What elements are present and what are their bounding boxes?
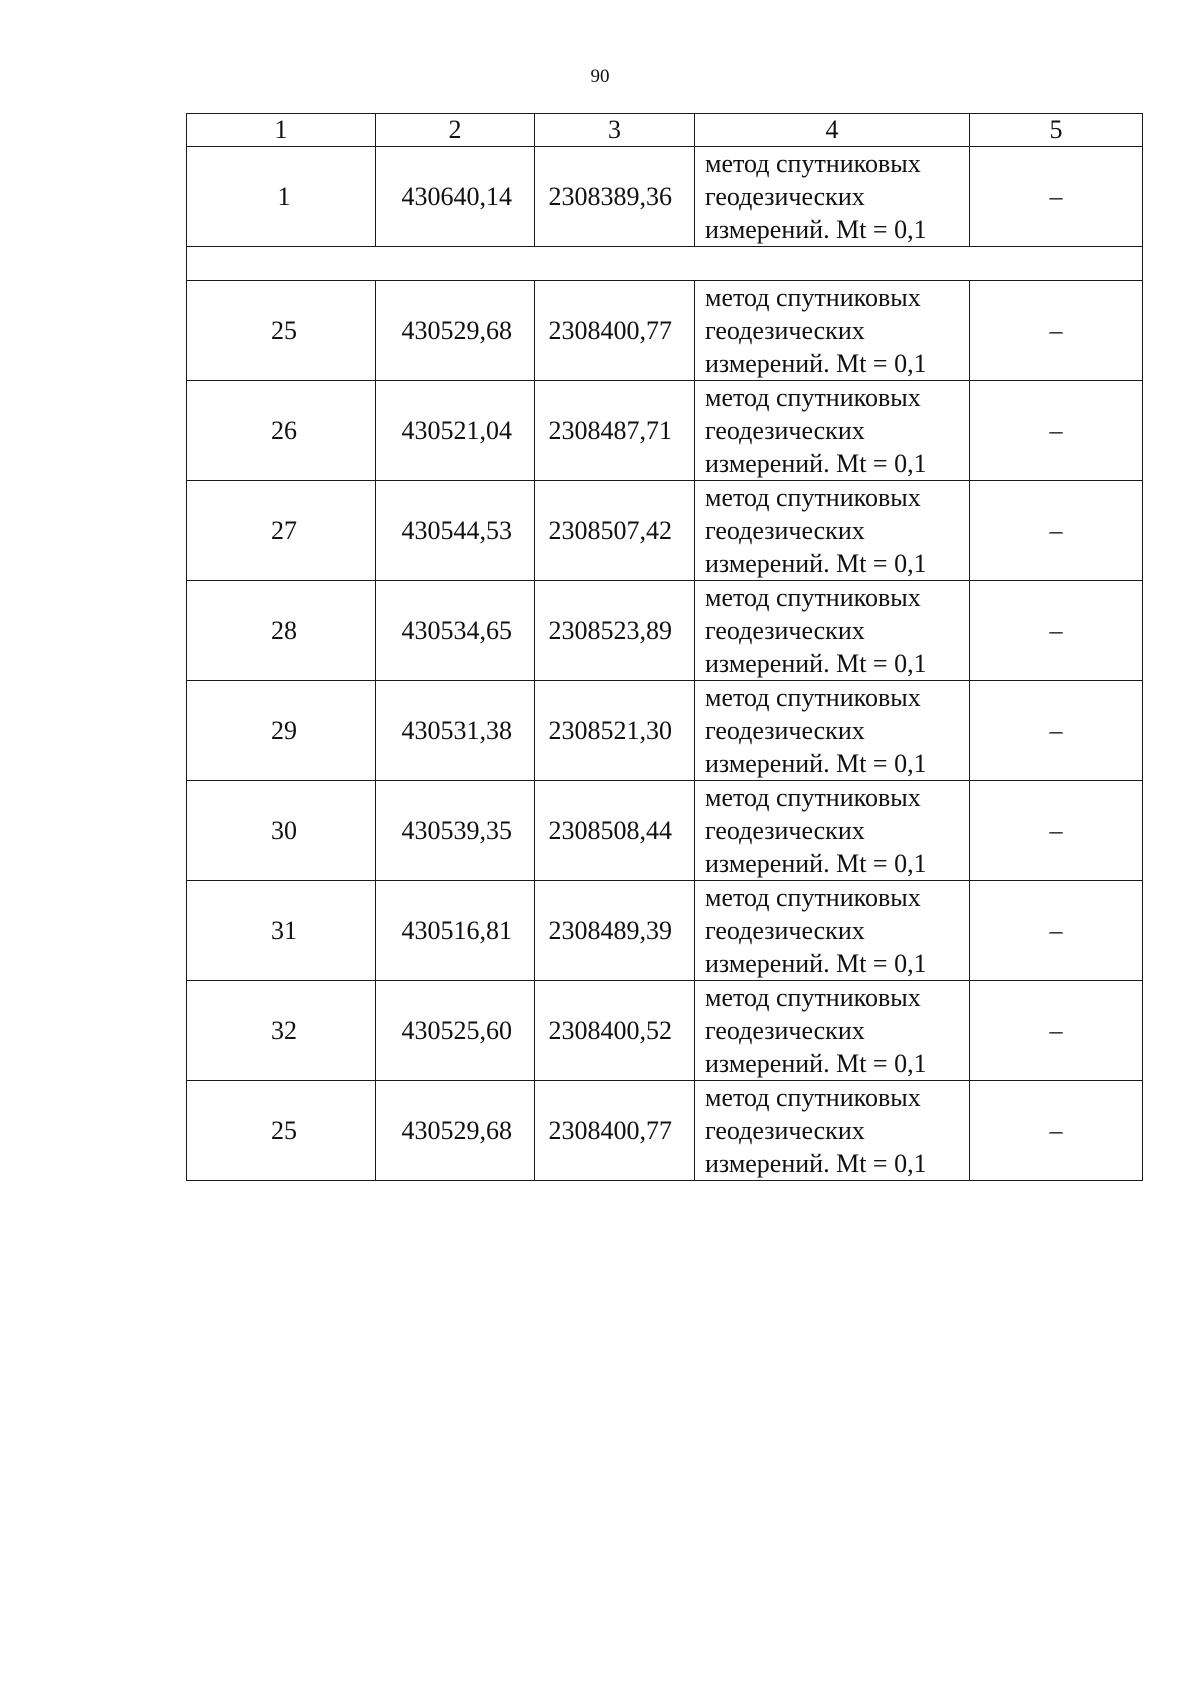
point-number-cell: 26 bbox=[187, 381, 376, 481]
point-number-cell: 30 bbox=[187, 781, 376, 881]
table-row bbox=[187, 981, 1143, 1081]
y-coordinate-cell: 2308523,89 bbox=[535, 581, 695, 681]
table-row bbox=[187, 147, 1143, 247]
note-cell: – bbox=[970, 381, 1143, 481]
header-cell: 1 bbox=[187, 114, 376, 147]
table-row bbox=[187, 281, 1143, 381]
y-coordinate-cell: 2308508,44 bbox=[535, 781, 695, 881]
y-coordinate-cell: 2308400,52 bbox=[535, 981, 695, 1081]
table-row bbox=[187, 1081, 1143, 1181]
method-line: геодезических bbox=[705, 716, 865, 745]
method-line: измерений. Mt = 0,1 bbox=[705, 1049, 927, 1078]
method-cell bbox=[695, 581, 970, 681]
method-line: геодезических bbox=[705, 816, 865, 845]
x-coordinate-cell: 430529,68 bbox=[376, 1081, 535, 1181]
method-line: метод спутниковых bbox=[705, 149, 921, 178]
method-line: геодезических bbox=[705, 916, 865, 945]
table-row bbox=[187, 781, 1143, 881]
method-line: измерений. Mt = 0,1 bbox=[705, 449, 927, 478]
method-cell bbox=[695, 881, 970, 981]
table-separator-row bbox=[187, 247, 1143, 281]
method-cell bbox=[695, 147, 970, 247]
method-line: геодезических bbox=[705, 1016, 865, 1045]
table-row bbox=[187, 481, 1143, 581]
note-cell: – bbox=[970, 781, 1143, 881]
note-cell: – bbox=[970, 981, 1143, 1081]
method-cell bbox=[695, 481, 970, 581]
point-number-cell: 25 bbox=[187, 281, 376, 381]
method-line: метод спутниковых bbox=[705, 383, 921, 412]
x-coordinate-cell: 430516,81 bbox=[376, 881, 535, 981]
method-line: геодезических bbox=[705, 316, 865, 345]
method-cell bbox=[695, 681, 970, 781]
note-cell: – bbox=[970, 681, 1143, 781]
note-cell: – bbox=[970, 1081, 1143, 1181]
method-line: измерений. Mt = 0,1 bbox=[705, 849, 927, 878]
point-number-cell: 31 bbox=[187, 881, 376, 981]
method-line: измерений. Mt = 0,1 bbox=[705, 949, 927, 978]
x-coordinate-cell: 430525,60 bbox=[376, 981, 535, 1081]
method-cell bbox=[695, 281, 970, 381]
y-coordinate-cell: 2308400,77 bbox=[535, 281, 695, 381]
y-coordinate-cell: 2308521,30 bbox=[535, 681, 695, 781]
method-line: геодезических bbox=[705, 616, 865, 645]
method-cell bbox=[695, 781, 970, 881]
y-coordinate-cell: 2308507,42 bbox=[535, 481, 695, 581]
page-number: 90 bbox=[590, 66, 610, 87]
x-coordinate-cell: 430534,65 bbox=[376, 581, 535, 681]
y-coordinate-cell: 2308487,71 bbox=[535, 381, 695, 481]
point-number-cell: 25 bbox=[187, 1081, 376, 1181]
x-coordinate-cell: 430521,04 bbox=[376, 381, 535, 481]
method-cell bbox=[695, 381, 970, 481]
method-line: измерений. Mt = 0,1 bbox=[705, 549, 927, 578]
table-row bbox=[187, 381, 1143, 481]
method-cell bbox=[695, 1081, 970, 1181]
y-coordinate-cell: 2308389,36 bbox=[535, 147, 695, 247]
method-line: метод спутниковых bbox=[705, 1083, 921, 1112]
method-line: метод спутниковых bbox=[705, 683, 921, 712]
x-coordinate-cell: 430539,35 bbox=[376, 781, 535, 881]
method-line: измерений. Mt = 0,1 bbox=[705, 215, 927, 244]
coordinates-table bbox=[186, 113, 1143, 1181]
y-coordinate-cell: 2308400,77 bbox=[535, 1081, 695, 1181]
method-line: метод спутниковых bbox=[705, 483, 921, 512]
table-row bbox=[187, 581, 1143, 681]
x-coordinate-cell: 430640,14 bbox=[376, 147, 535, 247]
x-coordinate-cell: 430544,53 bbox=[376, 481, 535, 581]
point-number-cell: 28 bbox=[187, 581, 376, 681]
x-coordinate-cell: 430529,68 bbox=[376, 281, 535, 381]
point-number-cell: 29 bbox=[187, 681, 376, 781]
method-line: метод спутниковых bbox=[705, 883, 921, 912]
method-line: метод спутниковых bbox=[705, 283, 921, 312]
table-row bbox=[187, 881, 1143, 981]
point-number-cell: 27 bbox=[187, 481, 376, 581]
method-line: метод спутниковых bbox=[705, 783, 921, 812]
method-line: геодезических bbox=[705, 182, 865, 211]
note-cell: – bbox=[970, 281, 1143, 381]
header-cell: 4 bbox=[695, 114, 970, 147]
method-line: геодезических bbox=[705, 1116, 865, 1145]
header-cell: 2 bbox=[376, 114, 535, 147]
note-cell: – bbox=[970, 581, 1143, 681]
method-line: метод спутниковых bbox=[705, 983, 921, 1012]
point-number-cell: 1 bbox=[187, 147, 376, 247]
note-cell: – bbox=[970, 881, 1143, 981]
note-cell: – bbox=[970, 481, 1143, 581]
method-line: метод спутниковых bbox=[705, 583, 921, 612]
method-line: измерений. Mt = 0,1 bbox=[705, 1149, 927, 1178]
method-line: измерений. Mt = 0,1 bbox=[705, 749, 927, 778]
separator-cell bbox=[187, 247, 1143, 281]
method-line: измерений. Mt = 0,1 bbox=[705, 349, 927, 378]
table-body bbox=[187, 114, 1143, 1181]
method-line: геодезических bbox=[705, 516, 865, 545]
point-number-cell: 32 bbox=[187, 981, 376, 1081]
note-cell: – bbox=[970, 147, 1143, 247]
header-cell: 5 bbox=[970, 114, 1143, 147]
method-cell bbox=[695, 981, 970, 1081]
method-line: измерений. Mt = 0,1 bbox=[705, 649, 927, 678]
method-line: геодезических bbox=[705, 416, 865, 445]
header-cell: 3 bbox=[535, 114, 695, 147]
x-coordinate-cell: 430531,38 bbox=[376, 681, 535, 781]
y-coordinate-cell: 2308489,39 bbox=[535, 881, 695, 981]
table-header-row bbox=[187, 114, 1143, 147]
table-row bbox=[187, 681, 1143, 781]
